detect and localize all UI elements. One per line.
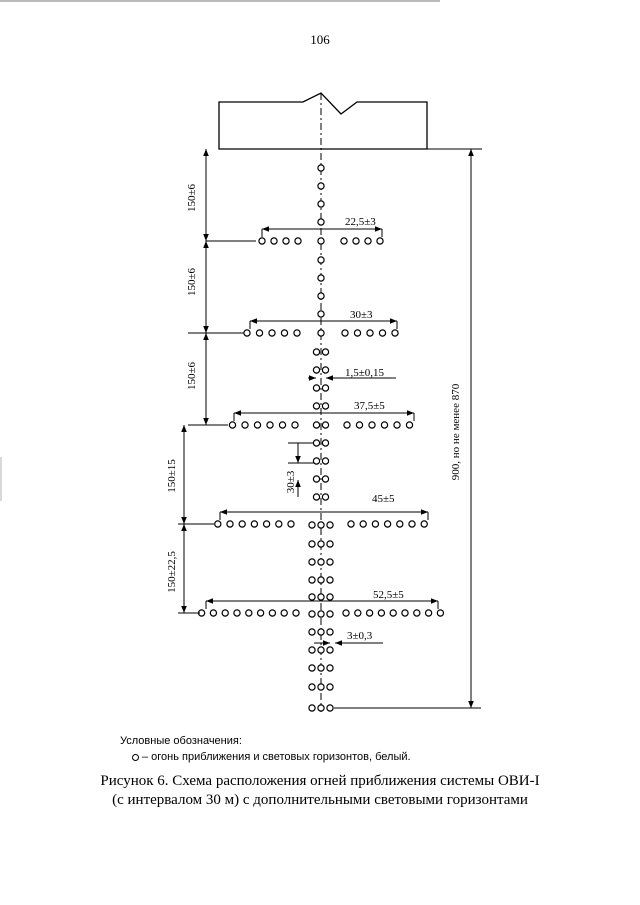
approach-light <box>318 522 324 528</box>
legend-row <box>120 749 411 765</box>
caption-line-2: (с интервалом 30 м) с дополнительными световыми горизонтами <box>112 792 528 808</box>
approach-light <box>295 238 301 244</box>
approach-light <box>342 330 348 336</box>
label-total-length: 900, но не менее 870 <box>450 383 462 481</box>
approach-light <box>279 422 285 428</box>
approach-light <box>322 476 328 482</box>
approach-light <box>254 422 260 428</box>
approach-light <box>343 610 349 616</box>
approach-light <box>322 440 328 446</box>
label-45: 45±5 <box>372 493 395 505</box>
approach-light <box>229 422 235 428</box>
label-37-5: 37,5±5 <box>354 400 385 412</box>
approach-light <box>318 257 324 263</box>
approach-light <box>367 330 373 336</box>
approach-light <box>318 541 324 547</box>
approach-light <box>309 541 315 547</box>
approach-light <box>318 201 324 207</box>
approach-light <box>309 705 315 711</box>
approach-light <box>313 349 319 355</box>
approach-light <box>390 610 396 616</box>
approach-light <box>327 647 333 653</box>
approach-light <box>318 684 324 690</box>
label-150-6-c: 150±6 <box>186 361 198 391</box>
approach-light <box>360 521 366 527</box>
label-150-22-5: 150±22,5 <box>166 551 178 593</box>
runway-threshold <box>219 93 427 149</box>
approach-light <box>210 610 216 616</box>
approach-light <box>322 494 328 500</box>
label-30: 30±3 <box>350 309 373 321</box>
approach-light <box>318 629 324 635</box>
approach-light <box>309 522 315 528</box>
approach-light <box>318 183 324 189</box>
approach-light <box>318 559 324 565</box>
approach-light <box>313 476 319 482</box>
approach-light <box>309 594 315 600</box>
approach-light <box>355 610 361 616</box>
approach-light <box>356 422 362 428</box>
approach-light <box>327 611 333 617</box>
approach-light <box>313 422 319 428</box>
label-3: 3±0,3 <box>347 630 373 642</box>
left-dimensions <box>178 149 314 613</box>
approach-light <box>318 165 324 171</box>
approach-light <box>318 647 324 653</box>
approach-light <box>414 610 420 616</box>
approach-light <box>381 422 387 428</box>
approach-light <box>293 610 299 616</box>
approach-light <box>344 422 350 428</box>
approach-light <box>269 330 275 336</box>
approach-light <box>348 521 354 527</box>
label-1-5: 1,5±0,15 <box>345 367 385 379</box>
approach-light <box>394 422 400 428</box>
approach-light <box>353 238 359 244</box>
approach-light <box>267 422 273 428</box>
approach-light <box>341 238 347 244</box>
approach-light <box>309 647 315 653</box>
approach-light <box>309 629 315 635</box>
approach-light <box>379 330 385 336</box>
approach-light <box>318 705 324 711</box>
approach-light <box>309 665 315 671</box>
approach-light <box>318 238 324 244</box>
approach-light <box>313 494 319 500</box>
legend-title: Условные обозначения: <box>120 735 242 747</box>
approach-light <box>365 238 371 244</box>
caption-line-1: Рисунок 6. Схема расположения огней приближения системы ОВИ-I <box>100 773 540 789</box>
approach-light <box>294 330 300 336</box>
approach-light <box>271 238 277 244</box>
approach-light <box>313 367 319 373</box>
approach-light <box>327 629 333 635</box>
approach-light <box>421 521 427 527</box>
figure-caption <box>0 772 640 810</box>
approach-light <box>426 610 432 616</box>
approach-light <box>322 403 328 409</box>
approach-light <box>377 238 383 244</box>
approach-light <box>309 577 315 583</box>
approach-light <box>318 293 324 299</box>
approach-light <box>392 330 398 336</box>
approach-light <box>309 611 315 617</box>
approach-light <box>327 665 333 671</box>
approach-light <box>318 577 324 583</box>
approach-light <box>309 559 315 565</box>
approach-light <box>397 521 403 527</box>
page-number: 106 <box>310 32 330 47</box>
approach-light <box>322 349 328 355</box>
approach-light <box>409 521 415 527</box>
approach-light <box>322 458 328 464</box>
approach-light <box>385 521 391 527</box>
approach-light <box>292 422 298 428</box>
label-22-5: 22,5±3 <box>345 216 376 228</box>
approach-light <box>244 330 250 336</box>
approach-light <box>318 330 324 336</box>
approach-light <box>318 311 324 317</box>
approach-light <box>281 330 287 336</box>
approach-light <box>283 238 289 244</box>
approach-light <box>322 367 328 373</box>
approach-light <box>322 422 328 428</box>
approach-light <box>369 422 375 428</box>
approach-light <box>258 610 264 616</box>
approach-light <box>264 521 270 527</box>
label-150-15: 150±15 <box>166 459 178 493</box>
legend-item-text: – огонь приближения и световых горизонтов, белый. <box>142 751 411 763</box>
approach-light <box>313 385 319 391</box>
legend <box>120 733 411 765</box>
approach-light <box>378 610 384 616</box>
approach-light <box>327 577 333 583</box>
approach-light <box>239 521 245 527</box>
approach-light <box>242 422 248 428</box>
approach-light <box>322 385 328 391</box>
approach-light <box>327 559 333 565</box>
approach-light <box>327 541 333 547</box>
approach-light <box>234 610 240 616</box>
approach-light <box>372 521 378 527</box>
approach-light <box>313 440 319 446</box>
approach-light <box>313 403 319 409</box>
approach-light <box>246 610 252 616</box>
approach-light <box>259 238 265 244</box>
approach-light <box>318 665 324 671</box>
approach-light <box>367 610 373 616</box>
approach-light <box>318 594 324 600</box>
approach-light <box>327 684 333 690</box>
label-52-5: 52,5±5 <box>373 589 404 601</box>
approach-light <box>318 275 324 281</box>
approach-light <box>354 330 360 336</box>
approach-light <box>309 684 315 690</box>
approach-light <box>288 521 294 527</box>
label-150-6-b: 150±6 <box>186 267 198 297</box>
approach-light <box>318 611 324 617</box>
approach-light <box>276 521 282 527</box>
light-ring-icon <box>132 754 139 761</box>
approach-light <box>227 521 233 527</box>
approach-light <box>437 610 443 616</box>
approach-light <box>318 219 324 225</box>
label-150-6-a: 150±6 <box>186 183 198 213</box>
approach-light <box>402 610 408 616</box>
approach-light <box>327 594 333 600</box>
approach-light <box>256 330 262 336</box>
approach-light <box>327 705 333 711</box>
approach-light <box>406 422 412 428</box>
approach-light <box>215 521 221 527</box>
label-30-3-vertical: 30±3 <box>285 470 297 494</box>
approach-light <box>281 610 287 616</box>
approach-light <box>222 610 228 616</box>
approach-light <box>327 522 333 528</box>
approach-light <box>269 610 275 616</box>
approach-light <box>313 458 319 464</box>
approach-light <box>251 521 257 527</box>
